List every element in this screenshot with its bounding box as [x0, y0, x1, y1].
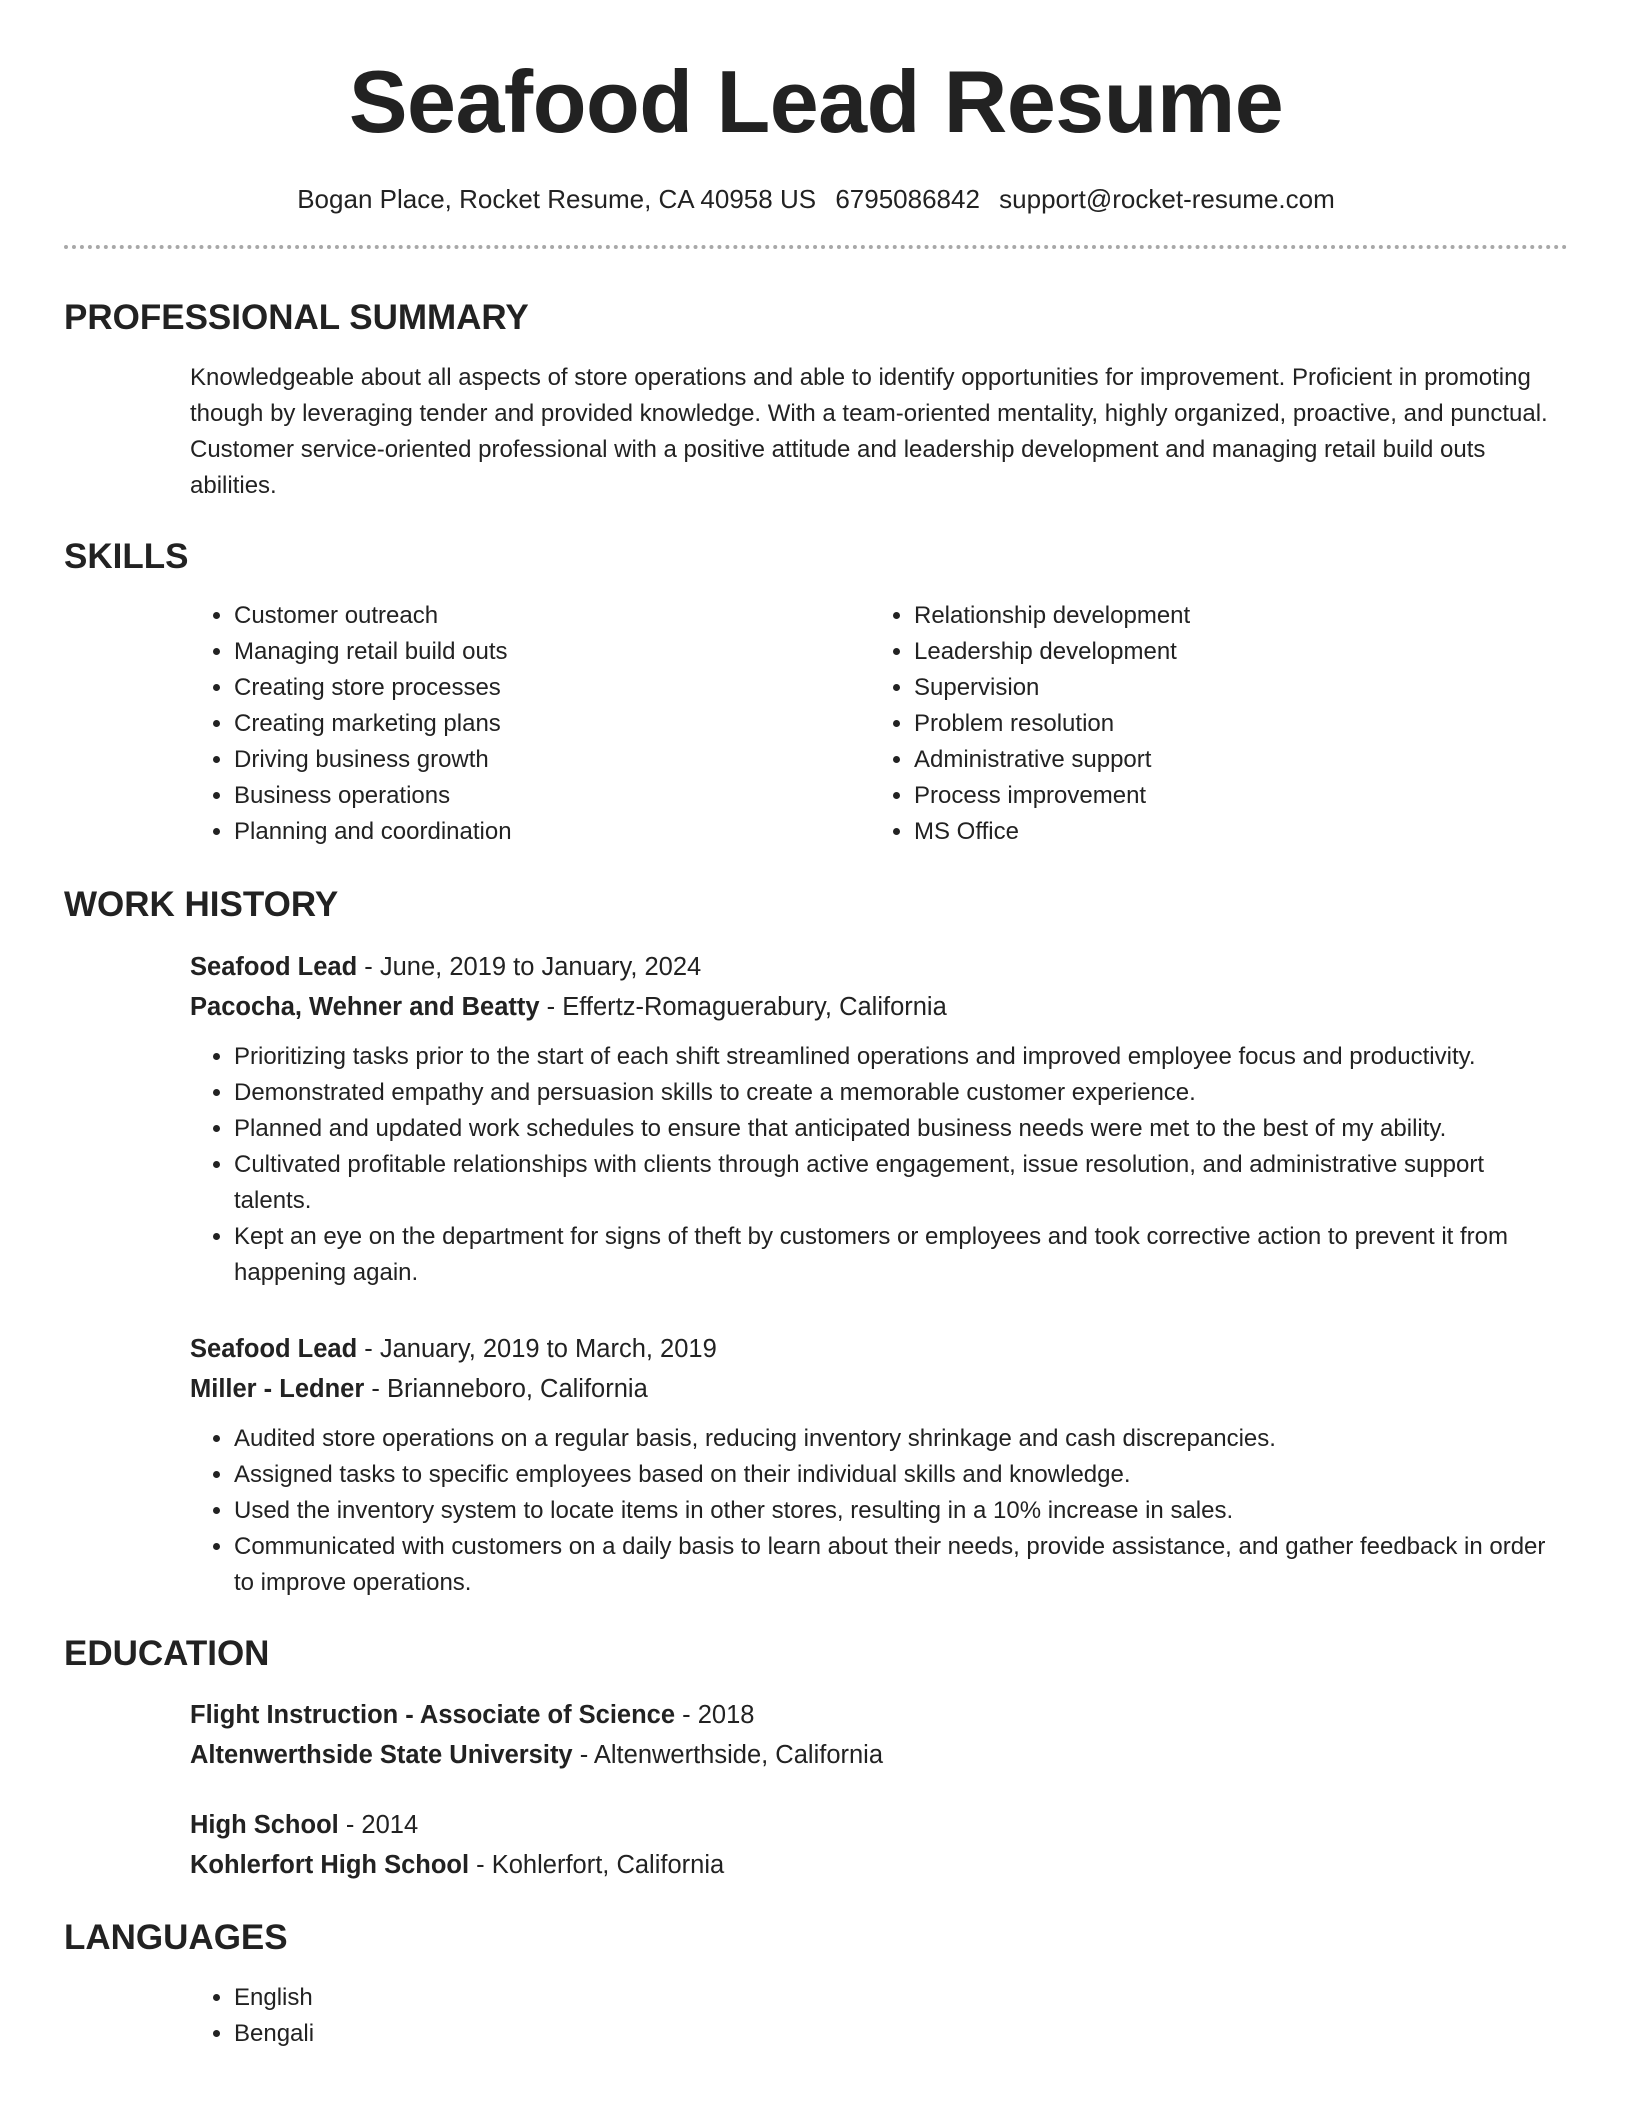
skill-item: • Supervision — [914, 670, 1550, 706]
header-divider — [64, 245, 1568, 249]
skills-grid — [190, 598, 1568, 850]
skill-item: • Driving business growth — [234, 742, 870, 778]
skill-item: • MS Office — [914, 814, 1550, 850]
education-entry — [190, 1805, 1568, 1885]
job-company: Miller - Ledner — [190, 1374, 365, 1403]
job-dates: - January, 2019 to March, 2019 — [357, 1334, 717, 1363]
job-role-line — [190, 1329, 1568, 1369]
job-duty: • Demonstrated empathy and persuasion skills to create a memorable customer experience. — [234, 1075, 1568, 1111]
job-duties — [190, 1421, 1568, 1601]
skills-heading: SKILLS — [64, 536, 189, 576]
language-item: • Bengali — [234, 2016, 1568, 2052]
job-company-line — [190, 987, 1568, 1027]
skill-item: • Creating marketing plans — [234, 706, 870, 742]
skills-column-right — [870, 598, 1550, 850]
job-role: Seafood Lead — [190, 1334, 358, 1363]
education-school-line — [190, 1845, 1568, 1885]
education-school: Altenwerthside State University — [190, 1741, 573, 1769]
summary-heading: PROFESSIONAL SUMMARY — [64, 298, 529, 337]
languages-list — [190, 1980, 1568, 2052]
education-school-line — [190, 1735, 1568, 1775]
summary-text: Knowledgeable about all aspects of store operations and able to identify opportunities for improvement. Proficient in promoting though by leveraging tender and provided knowledge. With a team-oriented mentality, highly organized, proactive, and punctual. Customer service-oriented professional with a positive attitude and leadership development and managing retail build outs abilities. — [190, 363, 1548, 499]
job-location: - Effertz-Romaguerabury, California — [539, 992, 947, 1021]
languages-heading: LANGUAGES — [64, 1918, 288, 1957]
work-history-heading: WORK HISTORY — [64, 885, 339, 924]
job-entry — [190, 1329, 1568, 1601]
skill-item: • Managing retail build outs — [234, 634, 870, 670]
language-item: • English — [234, 1980, 1568, 2016]
job-duty: • Cultivated profitable relationships with clients through active engagement, issue resolution, and administrative support talents. — [234, 1147, 1568, 1219]
job-duty: • Audited store operations on a regular basis, reducing inventory shrinkage and cash discrepancies. — [234, 1421, 1568, 1457]
contact-phone: 6795086842 — [835, 184, 980, 214]
skill-item: • Creating store processes — [234, 670, 870, 706]
job-company-line — [190, 1369, 1568, 1409]
contact-line — [64, 184, 1568, 215]
education-degree: High School — [190, 1811, 339, 1839]
job-location: - Brianneboro, California — [364, 1374, 648, 1403]
skill-item: • Administrative support — [914, 742, 1550, 778]
education-year: - 2014 — [338, 1811, 419, 1839]
job-duty: • Communicated with customers on a daily basis to learn about their needs, provide assistance, and gather feedback in order to improve operations. — [234, 1529, 1568, 1601]
skill-item: • Business operations — [234, 778, 870, 814]
job-duties — [190, 1039, 1568, 1291]
education-entry — [190, 1695, 1568, 1775]
job-duty: • Assigned tasks to specific employees based on their individual skills and knowledge. — [234, 1457, 1568, 1493]
education-location: - Altenwerthside, California — [572, 1741, 884, 1769]
job-duty: • Used the inventory system to locate items in other stores, resulting in a 10% increase in sales. — [234, 1493, 1568, 1529]
skills-column-left — [190, 598, 870, 850]
skill-item: • Leadership development — [914, 634, 1550, 670]
contact-email: support@rocket-resume.com — [999, 184, 1335, 214]
resume-title: Seafood Lead Resume — [348, 52, 1284, 151]
education-school: Kohlerfort High School — [190, 1851, 470, 1879]
education-degree-line — [190, 1695, 1568, 1735]
education-location: - Kohlerfort, California — [469, 1851, 725, 1879]
skill-item: • Process improvement — [914, 778, 1550, 814]
skill-item: • Problem resolution — [914, 706, 1550, 742]
job-duty: • Prioritizing tasks prior to the start of each shift streamlined operations and improved employee focus and productivity. — [234, 1039, 1568, 1075]
education-degree-line — [190, 1805, 1568, 1845]
contact-address: Bogan Place, Rocket Resume, CA 40958 US — [297, 184, 817, 214]
job-role: Seafood Lead — [190, 952, 358, 981]
job-entry — [190, 947, 1568, 1291]
skill-item: • Relationship development — [914, 598, 1550, 634]
education-year: - 2018 — [675, 1701, 755, 1729]
job-duty: • Planned and updated work schedules to ensure that anticipated business needs were met to the best of my ability. — [234, 1111, 1568, 1147]
job-dates: - June, 2019 to January, 2024 — [357, 952, 702, 981]
skill-item: • Planning and coordination — [234, 814, 870, 850]
job-role-line — [190, 947, 1568, 987]
skill-item: • Customer outreach — [234, 598, 870, 634]
job-company: Pacocha, Wehner and Beatty — [190, 992, 540, 1021]
education-heading: EDUCATION — [64, 1633, 270, 1673]
job-duty: • Kept an eye on the department for signs of theft by customers or employees and took corrective action to prevent it from happening again. — [234, 1219, 1568, 1291]
education-degree: Flight Instruction - Associate of Science — [190, 1701, 676, 1729]
